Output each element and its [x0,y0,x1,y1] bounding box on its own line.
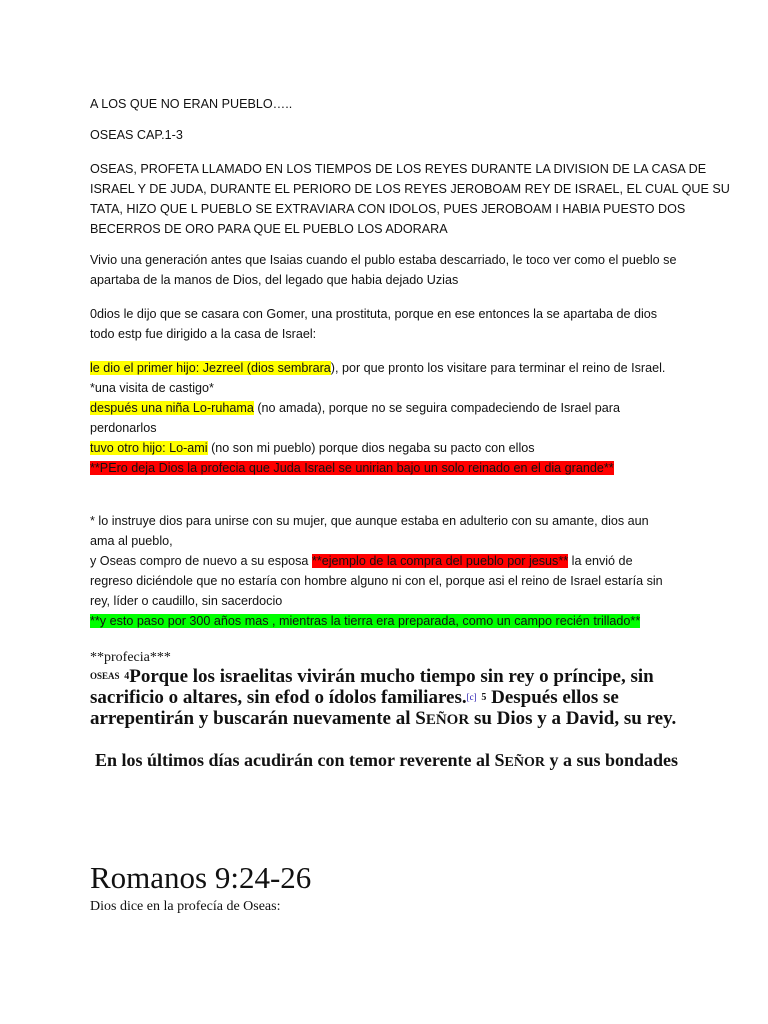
bible-verse [90,666,690,731]
prophecy-line [90,458,690,478]
profecia-label: **profecia*** [90,650,171,665]
paragraph-line: Vivio una generación antes que Isaias cuando el publo estaba descarriado, le toco ver como el pueblo se [90,253,677,267]
verse-number: 5 [481,692,487,703]
intro-line: OSEAS, PROFETA LLAMADO EN LOS TIEMPOS DE LOS REYES DURANTE LA DIVISION DE LA CASA DE [90,162,707,176]
last-days-line [95,750,695,773]
chapter-reference: OSEAS CAP.1-3 [90,128,183,142]
purchase-text-end: la envió de [568,554,633,568]
paragraph-line: regreso diciéndole que no estaría con hombre alguno ni con el, porque asi el reino de Israel estaría sin [90,574,663,588]
last-days-text: En los últimos días acudirán con temor reverente al S [95,750,505,770]
intro-line: BECERROS DE ORO PARA QUE EL PUEBLO LOS ADORARA [90,222,448,236]
paragraph-line: apartaba de la manos de Dios, del legado que habia dejado Uzias [90,273,459,287]
third-son-line [90,438,690,458]
paragraph-line: 0dios le dijo que se casara con Gomer, una prostituta, porque en ese entonces la se apartaba de dios [90,307,658,321]
highlight-red: **PEro deja Dios la profecia que Juda Israel se unirian bajo un solo reinado en el dia grande** [90,461,614,475]
verse-line [90,708,690,731]
highlight-yellow: después una niña Lo-ruhama [90,401,254,415]
green-line [90,611,690,631]
highlight-green: **y esto paso por 300 años mas , mientras la tierra era preparada, como un campo recién trillado** [90,614,641,628]
purchase-text: y Oseas compro de nuevo a su esposa [90,554,312,568]
first-son-text: ), por que pronto los visitare para terminar el reino de Israel. [330,361,666,375]
purchase-line [90,551,690,571]
verse-text: su Dios y a David, su rey. [469,708,677,729]
intro-paragraph [90,159,730,239]
daughter-text: (no amada), porque no se seguira compadeciendo de Israel para [253,401,620,415]
verse-line [90,687,690,708]
verse-text: Después ellos se [491,687,619,708]
first-son-line [90,358,690,378]
children-list [90,358,690,478]
paragraph-line: ama al pueblo, [90,534,173,548]
generation-paragraph [90,250,690,290]
daughter-line-cont: perdonarlos [90,421,157,435]
instruction-paragraph [90,511,690,631]
highlight-yellow: le dio el primer hijo: Jezreel (dios sembrara [90,361,331,375]
visit-note: *una visita de castigo* [90,381,214,395]
last-days-text: y a sus bondades [544,750,679,770]
intro-line: TATA, HIZO QUE L PUEBLO SE EXTRAVIARA CON IDOLOS, PUES JEROBOAM I HABIA PUESTO DOS [90,202,686,216]
paragraph-line: todo estp fue dirigido a la casa de Israel: [90,327,317,341]
romans-heading: Romanos 9:24-26 [90,860,312,895]
daughter-line [90,398,690,418]
verse-number: 4 [124,671,130,682]
third-son-text: (no son mi pueblo) porque dios negaba su pacto con ellos [207,441,535,455]
small-caps: EÑOR [504,755,545,770]
chapter-label: OSEAS [90,671,120,681]
gomer-paragraph [90,304,690,344]
intro-line: ISRAEL Y DE JUDA, DURANTE EL PERIORO DE LOS REYES JEROBOAM REY DE ISRAEL, EL CUAL QUE SU [90,182,730,196]
small-caps: EÑOR [425,712,470,728]
verse-line [90,666,690,687]
paragraph-line: * lo instruye dios para unirse con su mujer, que aunque estaba en adulterio con su amante, dios aun [90,514,649,528]
footnote-link[interactable]: [c] [466,692,477,702]
document-title: A LOS QUE NO ERAN PUEBLO….. [90,97,293,111]
paragraph-line: rey, líder o caudillo, sin sacerdocio [90,594,283,608]
verse-text: Porque los israelitas vivirán mucho tiempo sin rey o príncipe, sin [129,666,654,687]
highlight-red: **ejemplo de la compra del pueblo por jesus** [311,554,569,568]
verse-text: sacrificio o altares, sin efod o ídolos familiares. [90,687,467,708]
highlight-yellow: tuvo otro hijo: Lo-ami [90,441,208,455]
verse-text: arrepentirán y buscarán nuevamente al S [90,708,426,729]
romans-intro: Dios dice en la profecía de Oseas: [90,899,281,914]
